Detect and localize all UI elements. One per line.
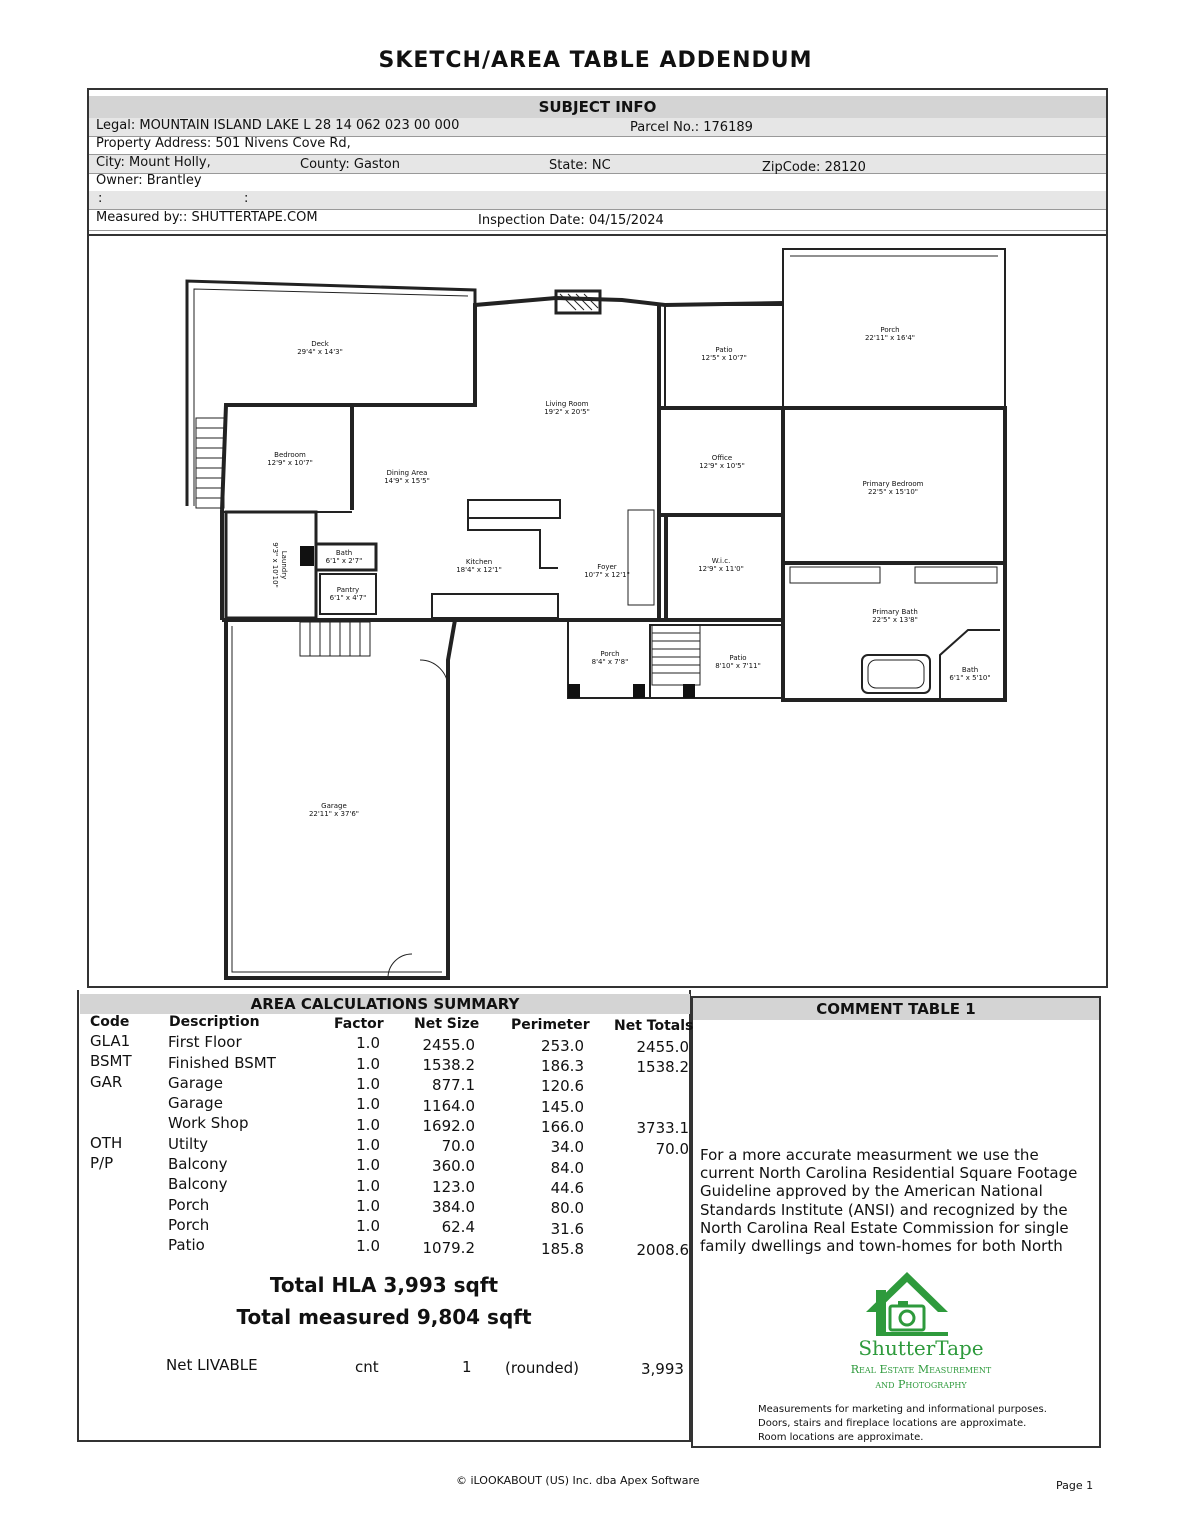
zip-field: ZipCode: 28120	[762, 160, 866, 175]
porch-1-label: Porch	[880, 326, 900, 334]
shuttertape-logo-icon	[862, 1268, 952, 1338]
area-cell-description: Balcony	[168, 1175, 228, 1194]
area-cell-net-size: 1079.2	[422, 1238, 475, 1257]
porch-1-dims: 22'11" x 16'4"	[864, 334, 916, 342]
area-cell-description: Finished BSMT	[168, 1053, 276, 1072]
bathtub-inner	[868, 660, 924, 688]
bedroom-dims: 12'9" x 10'7"	[267, 459, 313, 467]
logo-name: ShutterTape	[858, 1336, 984, 1360]
deck-label: Deck	[311, 340, 329, 348]
col-net-totals: Net Totals	[614, 1018, 694, 1034]
area-cell-perimeter: 185.8	[541, 1239, 584, 1258]
main-wall-top	[458, 298, 783, 405]
blank-field-2: :	[244, 191, 249, 206]
subject-heading: SUBJECT INFO	[89, 96, 1106, 118]
col-description: Description	[169, 1014, 260, 1030]
area-cell-code: BSMT	[90, 1052, 132, 1071]
garage-door-swing	[420, 660, 448, 688]
area-cell-factor: 1.0	[356, 1156, 380, 1175]
area-cell-code: P/P	[90, 1153, 114, 1172]
foyer-stairs	[628, 510, 654, 605]
area-cell-description: First Floor	[168, 1033, 242, 1052]
area-cell-net-total: 3733.1	[636, 1119, 689, 1138]
primary-bedroom-dims: 22'5" x 15'10"	[867, 488, 919, 496]
wic-label: W.i.c.	[711, 557, 731, 565]
copyright: © iLOOKABOUT (US) Inc. dba Apex Software	[456, 1474, 700, 1487]
wic-dims: 12'9" x 11'0"	[698, 565, 744, 573]
net-livable-count: 1	[462, 1358, 472, 1376]
area-cell-net-size: 2455.0	[422, 1035, 475, 1054]
patio-2-dims: 8'10" x 7'11"	[715, 662, 761, 670]
area-cell-perimeter: 44.6	[550, 1178, 584, 1197]
bath-2-dims: 6'1" x 5'10"	[949, 674, 991, 682]
patio-2-label: Patio	[729, 654, 747, 662]
area-cell-perimeter: 31.6	[550, 1219, 584, 1238]
disclaimer-2: Doors, stairs and fireplace locations are approximate.	[758, 1418, 1027, 1429]
bath-2-label: Bath	[961, 666, 979, 674]
island	[468, 500, 560, 518]
area-cell-net-size: 1164.0	[422, 1096, 475, 1115]
area-cell-net-size: 1692.0	[422, 1116, 475, 1135]
area-cell-factor: 1.0	[356, 1095, 380, 1114]
area-cell-perimeter: 120.6	[541, 1077, 584, 1096]
kitchen-counter-bottom	[432, 594, 558, 618]
col-code: Code	[90, 1014, 130, 1030]
laundry-label: Laundry	[280, 550, 288, 580]
dining-dims: 14'9" x 15'5"	[384, 477, 430, 485]
area-cell-factor: 1.0	[356, 1217, 380, 1236]
garage-dims: 22'11" x 37'6"	[308, 810, 360, 818]
net-livable-cnt: cnt	[355, 1358, 379, 1376]
bedroom-wall	[222, 405, 458, 510]
page-title: SKETCH/AREA TABLE ADDENDUM	[378, 48, 813, 73]
area-cell-net-size: 1538.2	[422, 1055, 475, 1074]
area-cell-factor: 1.0	[356, 1176, 380, 1195]
pantry-dims: 6'1" x 4'7"	[329, 594, 367, 602]
bath-1-label: Bath	[335, 549, 353, 557]
area-heading: AREA CALCULATIONS SUMMARY	[80, 994, 690, 1014]
area-cell-net-total: 1538.2	[636, 1058, 689, 1077]
area-cell-code: GLA1	[90, 1032, 131, 1050]
address-field: Property Address: 501 Nivens Cove Rd,	[96, 136, 351, 151]
living-label: Living Room	[545, 400, 589, 408]
vanity-left	[790, 567, 880, 583]
patio-1-dims: 12'5" x 10'7"	[701, 354, 747, 362]
patio-1-label: Patio	[715, 346, 733, 354]
deck-outline	[187, 281, 475, 506]
porch-2-label: Porch	[600, 650, 620, 658]
dining-label: Dining Area	[386, 469, 428, 477]
page-number: Page 1	[1056, 1479, 1094, 1492]
garage-stairs	[300, 622, 370, 656]
area-cell-description: Garage	[168, 1073, 223, 1092]
area-cell-factor: 1.0	[356, 1196, 380, 1215]
deck-dims: 29'4" x 14'3"	[297, 348, 343, 356]
area-cell-description: Porch	[168, 1215, 210, 1234]
logo-tagline-1: Real Estate Measurement	[850, 1363, 992, 1376]
office-dims: 12'9" x 10'5"	[699, 462, 745, 470]
area-cell-description: Garage	[168, 1094, 223, 1113]
area-cell-perimeter: 166.0	[541, 1118, 584, 1136]
area-cell-description: Work Shop	[168, 1114, 249, 1133]
porch-2-dims: 8'4" x 7'8"	[591, 658, 629, 666]
state-field: State: NC	[549, 158, 611, 173]
area-cell-perimeter: 186.3	[541, 1057, 584, 1076]
col-net-size: Net Size	[414, 1016, 480, 1032]
deck-stairs	[196, 418, 224, 508]
area-cell-perimeter: 253.0	[541, 1036, 584, 1055]
kitchen-label: Kitchen	[465, 558, 493, 566]
legal-field: Legal: MOUNTAIN ISLAND LAKE L 28 14 062 023 00 000	[96, 118, 460, 133]
parcel-field: Parcel No.: 176189	[630, 120, 753, 135]
city-field: City: Mount Holly,	[96, 155, 211, 170]
living-dims: 19'2" x 20'5"	[544, 408, 590, 416]
area-cell-perimeter: 80.0	[550, 1199, 584, 1218]
area-cell-factor: 1.0	[356, 1237, 380, 1256]
area-cell-factor: 1.0	[356, 1034, 380, 1053]
disclaimer-3: Room locations are approximate.	[758, 1432, 924, 1443]
primary-bath-dims: 22'5" x 13'8"	[872, 616, 918, 624]
foyer-label: Foyer	[597, 563, 617, 571]
comment-heading: COMMENT TABLE 1	[693, 998, 1099, 1020]
pantry-label: Pantry	[336, 586, 360, 594]
area-cell-code: GAR	[90, 1072, 123, 1091]
owner-field: Owner: Brantley	[96, 173, 202, 188]
area-cell-description: Porch	[168, 1195, 210, 1214]
bedroom-label: Bedroom	[274, 451, 306, 459]
comment-text: For a more accurate measurment we use the current North Carolina Residential Square Footage Guideline approved by the American National Standards Institute (ANSI) and recognized by the North Carolina Real Estate Commission for single family dwellings and town-homes for both North	[700, 1146, 1078, 1256]
area-cell-net-size: 70.0	[441, 1137, 475, 1156]
area-cell-net-total: 2455.0	[636, 1038, 689, 1056]
area-cell-factor: 1.0	[356, 1054, 380, 1073]
area-cell-perimeter: 34.0	[550, 1138, 584, 1157]
area-cell-factor: 1.0	[356, 1135, 380, 1154]
fireplace	[556, 291, 600, 313]
net-livable-value: 3,993	[641, 1360, 684, 1378]
area-cell-description: Patio	[168, 1236, 205, 1255]
area-cell-description: Balcony	[168, 1155, 228, 1173]
patio-stairs	[652, 625, 700, 685]
laundry-dims: 9'3" x 10'10"	[271, 542, 279, 588]
area-cell-net-total: 70.0	[655, 1139, 689, 1158]
inspection-date-field: Inspection Date: 04/15/2024	[478, 213, 664, 228]
total-hla: Total HLA 3,993 sqft	[269, 1273, 499, 1297]
measured-by-field: Measured by:: SHUTTERTAPE.COM	[96, 210, 318, 225]
area-cell-net-size: 62.4	[441, 1218, 475, 1237]
col-factor: Factor	[334, 1016, 384, 1032]
vanity-right	[915, 567, 997, 583]
area-cell-net-size: 384.0	[432, 1198, 475, 1216]
garage-door-swing-2	[388, 954, 412, 978]
bath-1-dims: 6'1" x 2'7"	[325, 557, 363, 565]
total-measured: Total measured 9,804 sqft	[236, 1305, 532, 1329]
blank-field-1: :	[98, 191, 103, 206]
area-cell-code: OTH	[90, 1133, 123, 1152]
disclaimer-1: Measurements for marketing and informational purposes.	[758, 1404, 1047, 1415]
garage-outline	[226, 620, 455, 978]
primary-bath-label: Primary Bath	[872, 608, 918, 616]
county-field: County: Gaston	[300, 157, 400, 172]
area-cell-factor: 1.0	[356, 1075, 380, 1093]
area-cell-net-size: 360.0	[432, 1157, 475, 1176]
net-livable-rounded: (rounded)	[505, 1359, 580, 1377]
area-cell-net-total: 2008.6	[636, 1241, 689, 1259]
foyer-dims: 10'7" x 12'1"	[584, 571, 630, 579]
net-livable-label: Net LIVABLE	[166, 1356, 258, 1374]
office-label: Office	[711, 454, 733, 462]
logo-tagline-2: and Photography	[875, 1378, 967, 1391]
kitchen-dims: 18'4" x 12'1"	[456, 566, 502, 574]
col-perimeter: Perimeter	[511, 1017, 590, 1033]
area-cell-net-size: 123.0	[432, 1177, 475, 1196]
area-cell-perimeter: 84.0	[550, 1158, 584, 1177]
garage-inner	[232, 626, 442, 972]
area-cell-perimeter: 145.0	[541, 1097, 584, 1116]
bath-2-wall	[940, 630, 1000, 700]
garage-label: Garage	[321, 802, 347, 810]
primary-bedroom-label: Primary Bedroom	[862, 480, 924, 488]
area-cell-description: Utilty	[168, 1134, 208, 1153]
area-cell-factor: 1.0	[356, 1115, 380, 1134]
area-cell-net-size: 877.1	[432, 1076, 475, 1095]
